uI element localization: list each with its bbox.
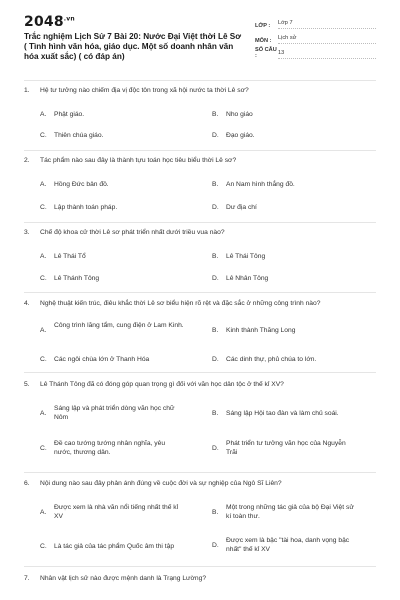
question-number: 2. xyxy=(24,157,30,164)
option-text: Dư địa chí xyxy=(226,204,257,211)
option-text: Sáng lập Hội tao đàn và làm chủ soái. xyxy=(226,410,339,417)
logo-sub: .vn xyxy=(63,15,75,23)
question-text: Nhân vật lịch sử nào được mệnh danh là Trạng Lường? xyxy=(40,575,207,582)
question-text: Lê Thánh Tông đã có đóng góp quan trọng gì đối với văn học dân tộc ở thế kỉ XV? xyxy=(40,381,284,388)
option-letter: C. xyxy=(40,543,47,550)
option-text: Sáng lập và phát triển dòng văn học chữ Nôm xyxy=(54,405,175,421)
option-letter: D. xyxy=(212,445,219,452)
option-letter: A. xyxy=(40,327,47,334)
question-number: 1. xyxy=(24,87,30,94)
option-text: Đề cao tướng tướng nhân nghĩa, yêu nước, thương dân. xyxy=(54,440,166,456)
divider xyxy=(24,566,376,567)
option-text: Đạo giáo. xyxy=(226,132,255,139)
meta-socau-label: SỐ CÂU : xyxy=(255,47,277,59)
question-text: Nghệ thuật kiến trúc, điêu khắc thời Lê sơ biểu hiện rõ rệt và đặc sắc ở những công trình nào? xyxy=(40,300,321,307)
question-text: Hệ tư tưởng nào chiếm địa vị độc tôn trong xã hội nước ta thời Lê sơ? xyxy=(40,87,249,94)
option-letter: D. xyxy=(212,204,219,211)
option-text: Công trình lăng tẩm, cung điện ở Lam Kinh. xyxy=(54,322,184,329)
option-text: Thiên chúa giáo. xyxy=(54,132,104,139)
meta-lop-label: LỚP : xyxy=(255,23,271,29)
option-letter: A. xyxy=(40,410,47,417)
option-letter: A. xyxy=(40,509,47,516)
option-letter: A. xyxy=(40,253,47,260)
question-text: Chế độ khoa cử thời Lê sơ phát triển nhất dưới triều vua nào? xyxy=(40,229,225,236)
option-letter: C. xyxy=(40,132,47,139)
divider xyxy=(24,80,376,81)
option-text: Được xem là bậc "tài hoa, danh vọng bậc nhất" thế kỉ XV xyxy=(226,537,350,553)
option-letter: B. xyxy=(212,410,219,417)
option-letter: B. xyxy=(212,509,219,516)
option-text: Các ngôi chùa lớn ở Thanh Hóa xyxy=(54,356,150,363)
divider xyxy=(24,372,376,373)
option-text: Kinh thành Thăng Long xyxy=(226,327,296,334)
meta-mon-value: Lịch sử xyxy=(278,35,376,44)
option-letter: D. xyxy=(212,275,219,282)
option-text: Lê Nhân Tông xyxy=(226,275,269,282)
divider xyxy=(24,222,376,223)
option-letter: C. xyxy=(40,275,47,282)
option-text: Lê Thái Tổ xyxy=(54,253,86,260)
option-letter: A. xyxy=(40,111,47,118)
option-letter: B. xyxy=(212,327,219,334)
header xyxy=(24,12,376,74)
meta-row-lop xyxy=(255,14,376,29)
option-text: Được xem là nhà văn nổi tiếng nhất thế kỉ XV xyxy=(54,504,179,520)
option-text: Là tác giả của tác phẩm Quốc âm thi tập xyxy=(54,543,175,550)
logo-main: 2048 xyxy=(24,14,64,30)
question-number: 4. xyxy=(24,300,30,307)
option-letter: B. xyxy=(212,181,219,188)
option-text: Phật giáo. xyxy=(54,111,85,118)
question-number: 5. xyxy=(24,381,30,388)
divider xyxy=(24,472,376,473)
option-letter: D. xyxy=(212,542,219,549)
option-letter: C. xyxy=(40,204,47,211)
question-number: 7. xyxy=(24,575,30,582)
meta-row-mon xyxy=(255,29,376,44)
option-letter: D. xyxy=(212,132,219,139)
option-letter: D. xyxy=(212,356,219,363)
option-text: An Nam hình thắng đồ. xyxy=(226,181,295,188)
divider xyxy=(24,292,376,293)
option-text: Lập thành toán pháp. xyxy=(54,204,118,211)
question-number: 3. xyxy=(24,229,30,236)
site-logo[interactable] xyxy=(24,14,75,30)
option-text: Lê Thái Tông xyxy=(226,253,266,260)
option-text: Hồng Đức bản đồ. xyxy=(54,181,109,188)
meta-info xyxy=(255,14,376,59)
meta-socau-value: 13 xyxy=(278,50,376,59)
option-letter: C. xyxy=(40,445,47,452)
page-title: Trắc nghiệm Lịch Sử 7 Bài 20: Nước Đại Việt thời Lê Sơ ( Tình hình văn hóa, giáo dục. Một số doanh nhân văn hóa xuất sắc) ( có đáp án) xyxy=(24,32,242,61)
question-number: 6. xyxy=(24,480,30,487)
option-text: Một trong những tác giả của bộ Đại Việt sử kí toàn thư. xyxy=(226,504,354,520)
option-letter: A. xyxy=(40,181,47,188)
meta-mon-label: MÔN : xyxy=(255,38,272,44)
option-text: Các dinh thự, phủ chúa to lớn. xyxy=(226,356,317,363)
option-text: Phát triển tư tưởng văn học của Nguyễn Trãi xyxy=(226,440,346,456)
option-letter: C. xyxy=(40,356,47,363)
meta-lop-value: Lớp 7 xyxy=(278,20,376,29)
question-text: Nội dung nào sau đây phản ánh đúng về cuộc đời và sự nghiệp của Ngô Sĩ Liên? xyxy=(40,480,282,487)
question-text: Tác phẩm nào sau đây là thành tựu toán học tiêu biểu thời Lê sơ? xyxy=(40,157,237,164)
divider xyxy=(24,150,376,151)
meta-row-socau xyxy=(255,44,376,59)
option-letter: B. xyxy=(212,111,219,118)
option-text: Lê Thánh Tông xyxy=(54,275,100,282)
option-text: Nho giáo xyxy=(226,111,253,118)
option-letter: B. xyxy=(212,253,219,260)
